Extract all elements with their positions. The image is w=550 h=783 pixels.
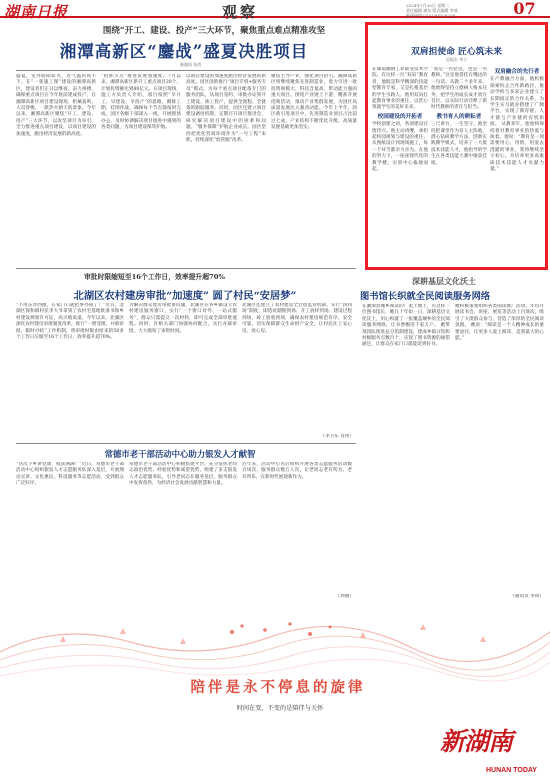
library-paragraph: 在湘潭县城乡阅读的广袤土地上，有这样一位图书馆长，她几十年如一日，深耕基层文化沃土，用心织就了一张覆盖城乡的全民阅读服务网络，让书香飘进千家万户。 (362, 304, 450, 329)
lead-kicker: 围绕“开工、建设、投产”三大环节，聚焦重点难点精准攻坚 (102, 26, 326, 36)
library-byline: （通讯员 李鸿） (510, 594, 544, 599)
low-column-1: “这次下乡讲党课，收获满满！”近日，常德市老干部活动中心组织银发人才志愿服务队深入基层，开展理论宣讲、文化惠民、科技服务等志愿活动，受到群众广泛好评。 (16, 462, 124, 487)
low-headline: 常德市老干部活动中心助力银发人才献智 (104, 449, 256, 459)
page-number: 07 (513, 0, 536, 18)
issue-hotline: 新闻热线 0731-84326258 (406, 13, 456, 18)
lead-byline: 新湖南 张尚 (180, 62, 202, 67)
low-divider (16, 443, 356, 444)
library-column-1 (362, 304, 450, 600)
mid-divider (16, 268, 356, 269)
commentary-paragraph: “我是一名党员，也是一名教师。”这是他常挂在嘴边的一句话。从教二十多年来，他始终坚持立德树人根本任务，把学生的成长成才放在首位，以实际行动诠释了新时代教师的责任与担当。 (431, 67, 487, 111)
library-paragraph: 她积极策划组织各类阅读推广活动，年均开展读书会、讲座、展览等活动上百场次，吸引了大批群众参与，营造了浓厚的全民阅读氛围。 (455, 304, 544, 329)
lead-column-1: 盛夏，室外骄阳似火，近气温居高不下。在“一张施工图”建设的湘潭高新区，建设者们正日以继夜、奋力拼搏，确保重点项目在今年底前建成投产。在湘潭高新区项目建设现场，机械轰鸣、人员穿梭，一派热火朝天的景象。今年以来，湘潭高新区聚焦“开工、建设、投产”三大环节，以攻坚项目为牵引，全力推进重点项目建设，以项目建设的加速度，跑出经济发展的新高度。 (16, 74, 96, 137)
banner-title: 陪伴是永不停息的旋律 (190, 679, 366, 696)
commentary-column-2 (431, 67, 487, 265)
commentary-paragraph: 三尺讲台，一生坚守。他坚持把课堂作为育人主阵地，潜心钻研教学方法，创新实践教学模式，培养了一大批技术技能人才，他指导的学生在各类技能大赛中屡获佳绩。 (431, 122, 487, 166)
commentary-subhead: 双肩融合的先行者 (494, 69, 540, 75)
low-byline: （周丽） (335, 594, 354, 599)
banner-subtitle: 时间在变，不变的是陪伴与关怀 (236, 705, 324, 712)
issue-info (406, 3, 494, 18)
library-headline: 图书馆长织就全民阅读服务网络 (360, 291, 491, 302)
commentary-title: 双肩担使命 匠心筑未来 (410, 47, 503, 57)
library-column-2 (455, 304, 544, 592)
commentary-paragraph: 从教多年，他始终保持着对教育事业的热爱与执着。他说：“教育是一项需要用心、用情、用爱去浇灌的事业，我将继续坚守初心，为培养更多高素质技术技能人才贡献力量。” (490, 122, 544, 173)
low-column-2: 常德市老干部活动中心积极搭建平台，充分发挥老同志政治优势、经验优势和威望优势，组建了多支银发人才志愿服务队，引导老同志在服务基层、服务群众中发挥余热，为经济社会发展贡献智慧和力量。 (129, 462, 237, 487)
library-paragraph: 她说：“阅读是一个人精神成长的重要途径，让更多人爱上阅读，是我最大的心愿。” (455, 323, 544, 342)
lead-column-4: 聚焦主导产业，强化项目招引。湘潭高新区将继续聚焦先进制造业，着力引进一批投资规模大、科技含量高、带动能力强的重大项目。围绕产业链上下游，精准开展招商活动，推动产业集群发展，为园区高质量发展注入强劲动能。今年上半年，园区新引进项目中，先进制造业项目占比超过七成，产业结构不断优化升级，高质量发展基础更加坚实。 (271, 74, 357, 131)
mid-kicker: 审批时限缩短至16个工作日，效率提升超70% (84, 273, 225, 281)
lead-column-2: “抢抓节点”推进发展加速度。7月以来，湘潭高新区新开工重点项目20个，计划投资额达到80亿元。在项目现场，施工方负责人介绍，项目按照“早开工、早建设、早投产”的思路，倒排工期，挂图作战，确保每个节点都按时完成。园区各级干部深入一线，开展现场办公，及时协调解决项目推进中遇到的各类问题，为项目建设保驾护航。 (101, 74, 181, 131)
library-kicker: 深耕基层文化沃土 (412, 276, 476, 286)
lead-column-3: 以项目建设的加速度跑出经济发展的新高度。园区创新推行“项目专班+服务专员”模式，为每个重点项目配备专门的服务团队，从项目签约、审批办证到开工建设、竣工投产，提供全流程、全链条的跟踪服务。同时，园区还建立项目建设调度机制，定期召开项目推进会，研究解决项目建设中的困难和问题。“服务保障”护航企业成长。园区坚持把优化营商环境作为“一号工程”来抓，持续深化“放管服”改革。 (186, 74, 266, 144)
mid-column-1: “不用东奔西跑，在家门口就把事办成了！”近日，北湖区保和镇村民李大爷拿到了农村宅基地批准书和乡村建设规划许可证，高兴地说道。今年以来，北湖区深化农村建房审批制度改革，推行“一窗受理、并联审批、限时办结”工作机制，将审批时限由原来的50多个工作日压缩至16个工作日，效率提升超70%。 (16, 303, 124, 341)
commentary-paragraph: 在产教融合方面，他积极探索校企合作新路径，推动学校与多家企业建立了长期稳定的合作关系，为学生实习就业搭建了广阔平台，实现了教育链、人才链与产业链的有机衔接。 (490, 77, 544, 128)
brand-logo-cn: 新湖南 (440, 727, 513, 756)
low-column-3: 近年来，活动中心先后组织开展各类志愿服务活动数百场次，服务群众数万人次，让老同志老有所为、老有所乐，在新时代展现新作为。 (242, 462, 352, 480)
commentary-paragraph: 学校创建之初，各项建设百废待兴。他主动请缨，承担起校园规划与建设的重任，从图纸设计到现场施工，每一个环节都亲力亲为。在他的努力下，一座座现代化的教学楼、实训中心拔地而起。 (372, 122, 428, 173)
commentary-paragraph: 在湖南湘钢工业职业技术学院，有这样一位“双肩”教育者，他既是科学精深的技能型教育专家，又是扎根基层的学生引路人。他用双肩扛起教育事业的重任，以匠心筑就学生的美好未来。 (372, 67, 428, 111)
mid-byline: （李卫东 肖扬） (320, 434, 354, 439)
lead-headline: 湘潭高新区“鏖战”盛夏决胜项目 (59, 42, 309, 61)
library-paragraph: 她带领团队推进总分馆制建设，建成乡镇分馆和村级服务点数百个，实现了图书资源的通借通还，让群众在家门口就能读到好书。 (362, 323, 450, 348)
issue-editor: 责任编辑 谢东 版式编辑 李欣 (406, 8, 458, 13)
section-title: 观察 (222, 3, 259, 21)
commentary-author: 吴振东 李立 (445, 57, 468, 62)
commentary-column-1 (372, 67, 428, 265)
mid-column-3: 北湖区还建立了农村建房全过程监管机制，实行“四到场”制度，即选址踏勘到场、开工放样到场、建设过程到场、竣工验收到场，确保农村建房规范有序、安全可靠，切实保障群众生命财产安全，让村民住上安心房、放心房。 (242, 303, 352, 334)
newspaper-logo: 湖南日报 (4, 3, 69, 21)
mid-headline: 北湖区农村建房审批“加速度” 圆了村民“安居梦” (73, 290, 297, 302)
mid-column-2: 为解决群众建房审批难问题，北湖区在各乡镇设立农村建房服务窗口，实行“一个窗口对外、一站式服务”，群众只需提交一次材料，即可完成全部审批流程。同时，区相关部门加强协同配合，实行并联审批，大大缩短了审批时间。 (129, 303, 237, 334)
issue-date: 2024年7月30日 星期二 (406, 3, 450, 8)
commentary-subhead: 校园建设的开拓者 (377, 113, 423, 120)
brand-logo-en: HUNAN TODAY (486, 767, 537, 774)
commentary-column-3 (490, 67, 544, 265)
lead-divider (16, 70, 356, 71)
commentary-subhead: 教书育人的耕耘者 (436, 113, 482, 120)
